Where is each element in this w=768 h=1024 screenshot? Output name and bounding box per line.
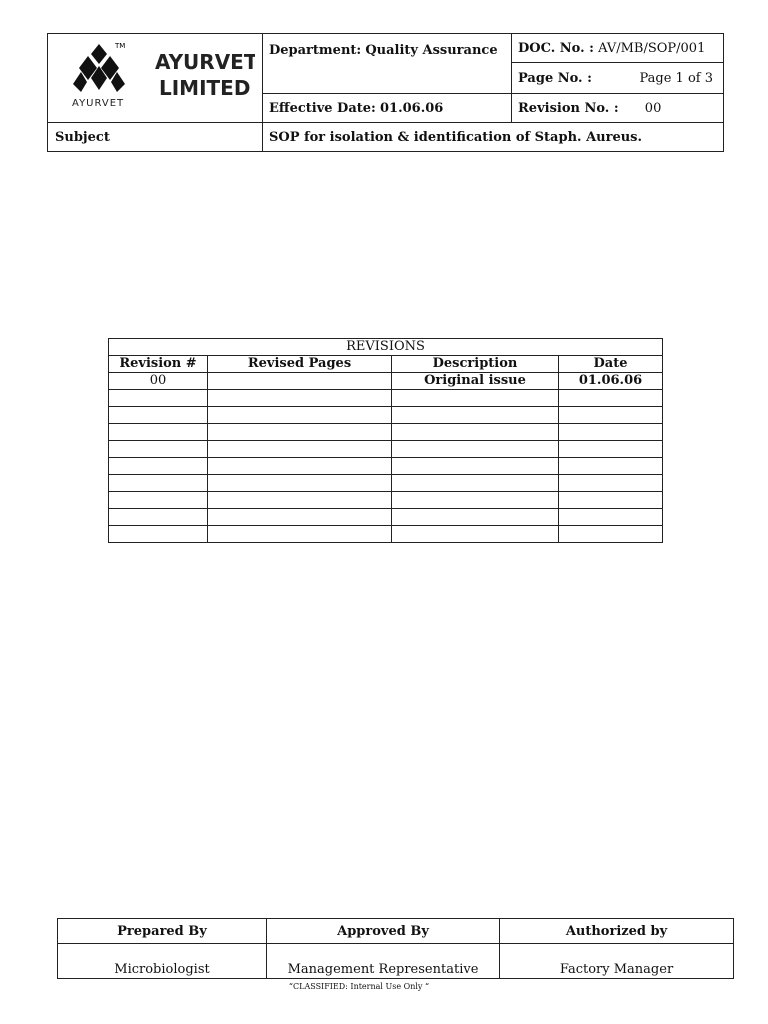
table-cell: 01.06.06 <box>559 373 663 390</box>
department-label: Department: <box>269 43 362 58</box>
table-cell <box>559 509 663 526</box>
table-row <box>109 509 663 526</box>
revision-no-value: 00 <box>644 100 662 116</box>
column-header-revised-pages: Revised Pages <box>208 356 392 373</box>
table-cell <box>392 424 559 441</box>
table-row <box>109 373 663 390</box>
table-cell <box>109 509 208 526</box>
revisions-title: REVISIONS <box>109 339 663 356</box>
column-header-date: Date <box>559 356 663 373</box>
table-cell <box>559 424 663 441</box>
doc-no-cell <box>512 34 724 63</box>
page-no-cell <box>512 63 724 94</box>
table-row <box>109 424 663 441</box>
revision-no-label: Revision No. : <box>518 100 619 116</box>
table-cell: 00 <box>109 373 208 390</box>
company-logo-cell <box>48 34 263 123</box>
table-cell <box>208 390 392 407</box>
table-cell <box>208 492 392 509</box>
table-row <box>109 458 663 475</box>
page-no-label: Page No. : <box>518 70 592 86</box>
table-row <box>109 475 663 492</box>
table-cell <box>208 373 392 390</box>
table-cell <box>109 458 208 475</box>
table-cell <box>392 492 559 509</box>
classified-notice: “CLASSIFIED: Internal Use Only “ <box>288 982 430 991</box>
table-cell <box>559 390 663 407</box>
approved-by-value: Management Representative <box>267 944 500 979</box>
table-cell <box>109 475 208 492</box>
approved-by-header: Approved By <box>267 919 500 944</box>
table-cell <box>208 475 392 492</box>
table-cell <box>392 526 559 543</box>
revision-no-cell <box>512 94 724 123</box>
table-row <box>109 407 663 424</box>
table-cell <box>208 424 392 441</box>
table-row <box>109 492 663 509</box>
table-cell <box>392 458 559 475</box>
doc-no-value: AV/MB/SOP/001 <box>598 40 706 56</box>
table-cell <box>392 407 559 424</box>
table-cell <box>559 475 663 492</box>
authorized-by-header: Authorized by <box>500 919 734 944</box>
subject-label: Subject <box>48 123 263 152</box>
table-cell <box>208 441 392 458</box>
table-row <box>109 390 663 407</box>
effective-date-label: Effective Date: <box>269 100 376 116</box>
logo-caption: AYURVET <box>72 98 125 109</box>
subject-value: SOP for isolation & identification of Staph. Aureus. <box>263 123 724 152</box>
table-cell <box>559 492 663 509</box>
department-cell <box>263 34 512 94</box>
page-no-value: Page 1 of 3 <box>639 70 713 86</box>
table-cell <box>208 509 392 526</box>
table-cell <box>109 526 208 543</box>
table-cell <box>109 441 208 458</box>
effective-date-cell <box>263 94 512 123</box>
table-row <box>109 441 663 458</box>
table-cell: Original issue <box>392 373 559 390</box>
table-cell <box>559 407 663 424</box>
ayurvet-logo <box>55 36 255 116</box>
doc-no-label: DOC. No. : <box>518 40 594 56</box>
column-header-revision: Revision # <box>109 356 208 373</box>
table-row <box>109 526 663 543</box>
document-header <box>47 33 724 152</box>
prepared-by-value: Microbiologist <box>58 944 267 979</box>
signature-table <box>57 918 734 979</box>
table-cell <box>109 390 208 407</box>
table-cell <box>109 424 208 441</box>
authorized-by-value: Factory Manager <box>500 944 734 979</box>
table-cell <box>392 509 559 526</box>
revisions-table <box>108 338 663 543</box>
table-cell <box>559 526 663 543</box>
company-name-line2: LIMITED <box>159 76 251 100</box>
table-cell <box>208 458 392 475</box>
effective-date-value: 01.06.06 <box>379 100 444 116</box>
table-cell <box>208 526 392 543</box>
table-cell <box>392 475 559 492</box>
table-cell <box>109 407 208 424</box>
table-cell <box>559 458 663 475</box>
table-cell <box>208 407 392 424</box>
company-name-line1: AYURVET <box>155 50 255 74</box>
column-header-description: Description <box>392 356 559 373</box>
table-cell <box>559 441 663 458</box>
trademark-mark: TM <box>115 42 126 50</box>
table-cell <box>109 492 208 509</box>
table-cell <box>392 441 559 458</box>
table-cell <box>392 390 559 407</box>
department-value: Quality Assurance <box>365 43 498 58</box>
prepared-by-header: Prepared By <box>58 919 267 944</box>
